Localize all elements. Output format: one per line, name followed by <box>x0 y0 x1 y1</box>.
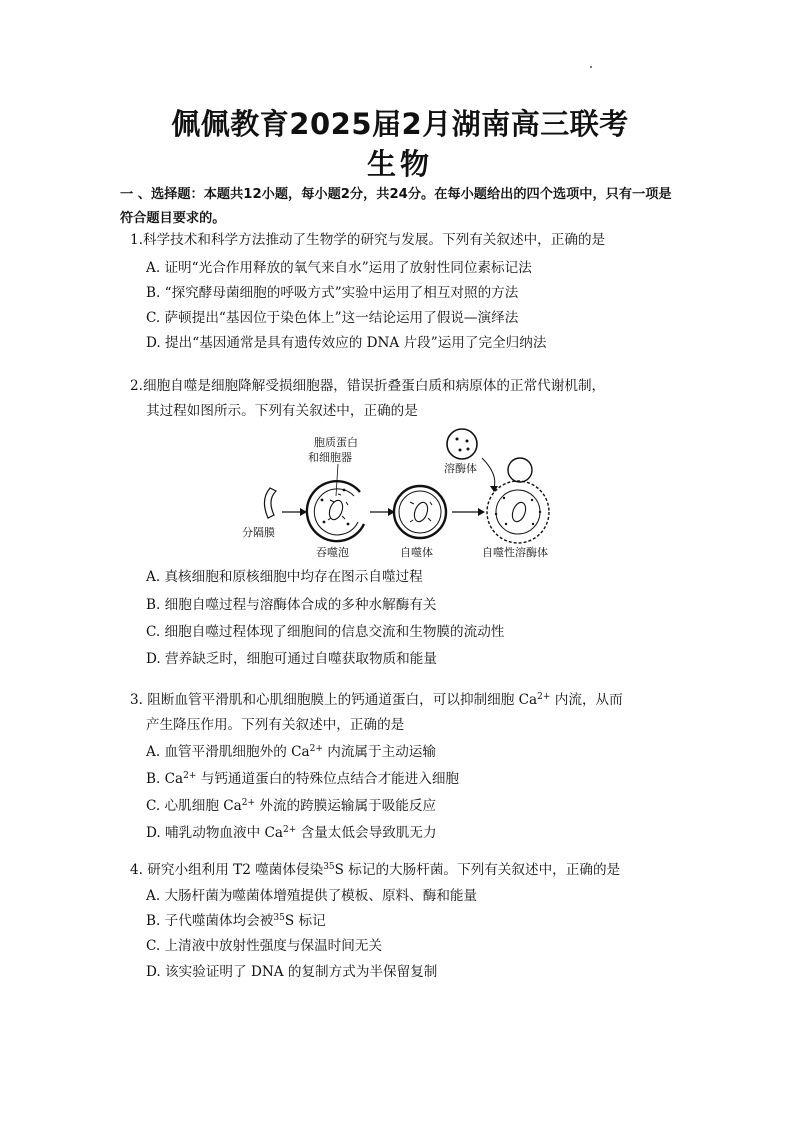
question-2-stem: 2.细胞自噬是细胞降解受损细胞器，错误折叠蛋白质和病原体的正常代谢机制， <box>130 378 606 394</box>
question-1-option-d: D. 提出“基因通常是具有遗传效应的 DNA 片段”运用了完全归纳法 <box>146 335 547 351</box>
scan-speck <box>590 66 592 68</box>
autophagy-figure <box>238 424 598 560</box>
question-4-option-c: C. 上清液中放射性强度与保温时间无关 <box>146 938 383 954</box>
label-phagophore: 吞噬泡 <box>316 546 349 559</box>
question-1-option-b: B. “探究酵母菌细胞的呼吸方式”实验中运用了相互对照的方法 <box>146 285 519 301</box>
question-3-option-a: A. 血管平滑肌细胞外的 $Ca^{2+}$ 内流属于主动运输 <box>146 744 436 760</box>
question-4-stem: 4. 研究小组利用 T2 噬菌体侵染$^{35}$S 标记的大肠杆菌。下列有关叙述中，正确的是 <box>130 862 621 878</box>
label-organelle: 和细胞器 <box>308 451 352 464</box>
label-lysosome: 溶酶体 <box>444 462 477 475</box>
question-1-stem: 1.科学技术和科学方法推动了生物学的研究与发展。下列有关叙述中，正确的是 <box>130 232 606 248</box>
lysosome-shape <box>447 429 477 459</box>
question-2-stem-cont: 其过程如图所示。下列有关叙述中，正确的是 <box>146 403 418 419</box>
question-3-option-b: B. $Ca^{2+}$ 与钙通道蛋白的特殊位点结合才能进入细胞 <box>146 771 460 787</box>
label-membrane: 分隔膜 <box>242 526 275 539</box>
question-2-option-a: A. 真核细胞和原核细胞中均存在图示自噬过程 <box>146 569 423 585</box>
question-4-option-a: A. 大肠杆菌为噬菌体增殖提供了模板、原料、酶和能量 <box>146 888 478 904</box>
separation-membrane-shape <box>264 488 276 518</box>
label-autophagosome: 自噬体 <box>400 546 433 559</box>
question-3-stem-cont: 产生降压作用。下列有关叙述中，正确的是 <box>146 717 405 733</box>
question-4-option-b: B. 子代噬菌体均会被$^{35}$S 标记 <box>146 913 326 929</box>
section-heading: 一 、选择题：本题共12小题，每小题2分，共24分。在每小题给出的四个选项中，只有一项是符合题目要求的。 <box>120 187 672 226</box>
autophagosome-shape <box>394 486 446 538</box>
question-4-option-d: D. 该实验证明了 DNA 的复制方式为半保留复制 <box>146 964 438 980</box>
question-3-option-d: D. 哺乳动物血液中 $Ca^{2+}$ 含量太低会导致肌无力 <box>146 825 437 841</box>
question-2-option-b: B. 细胞自噬过程与溶酶体合成的多种水解酶有关 <box>146 597 437 613</box>
question-1-option-c: C. 萨顿提出“基因位于染色体上”这一结论运用了假说—演绎法 <box>146 310 519 326</box>
label-cytoplasm: 胞质蛋白 <box>314 436 358 449</box>
exam-title: 佩佩教育2025届2月湖南高三联考 <box>171 107 629 141</box>
question-2-option-c: C. 细胞自噬过程体现了细胞间的信息交流和生物膜的流动性 <box>146 624 505 640</box>
question-1-option-a: A. 证明“光合作用释放的氧气来自水”运用了放射性同位素标记法 <box>146 260 532 276</box>
phagophore-shape <box>307 481 364 541</box>
question-2-option-d: D. 营养缺乏时，细胞可通过自噬获取物质和能量 <box>146 651 437 667</box>
question-3-stem: 3. 阻断血管平滑肌和心肌细胞膜上的钙通道蛋白，可以抑制细胞 $Ca^{2+}$ 内流，从而 <box>130 692 623 708</box>
question-3-option-c: C. 心肌细胞 $Ca^{2+}$ 外流的跨膜运输属于吸能反应 <box>146 798 437 814</box>
label-autolysosome: 自噬性溶酶体 <box>482 546 548 559</box>
subject-title: 生物 <box>366 147 433 181</box>
